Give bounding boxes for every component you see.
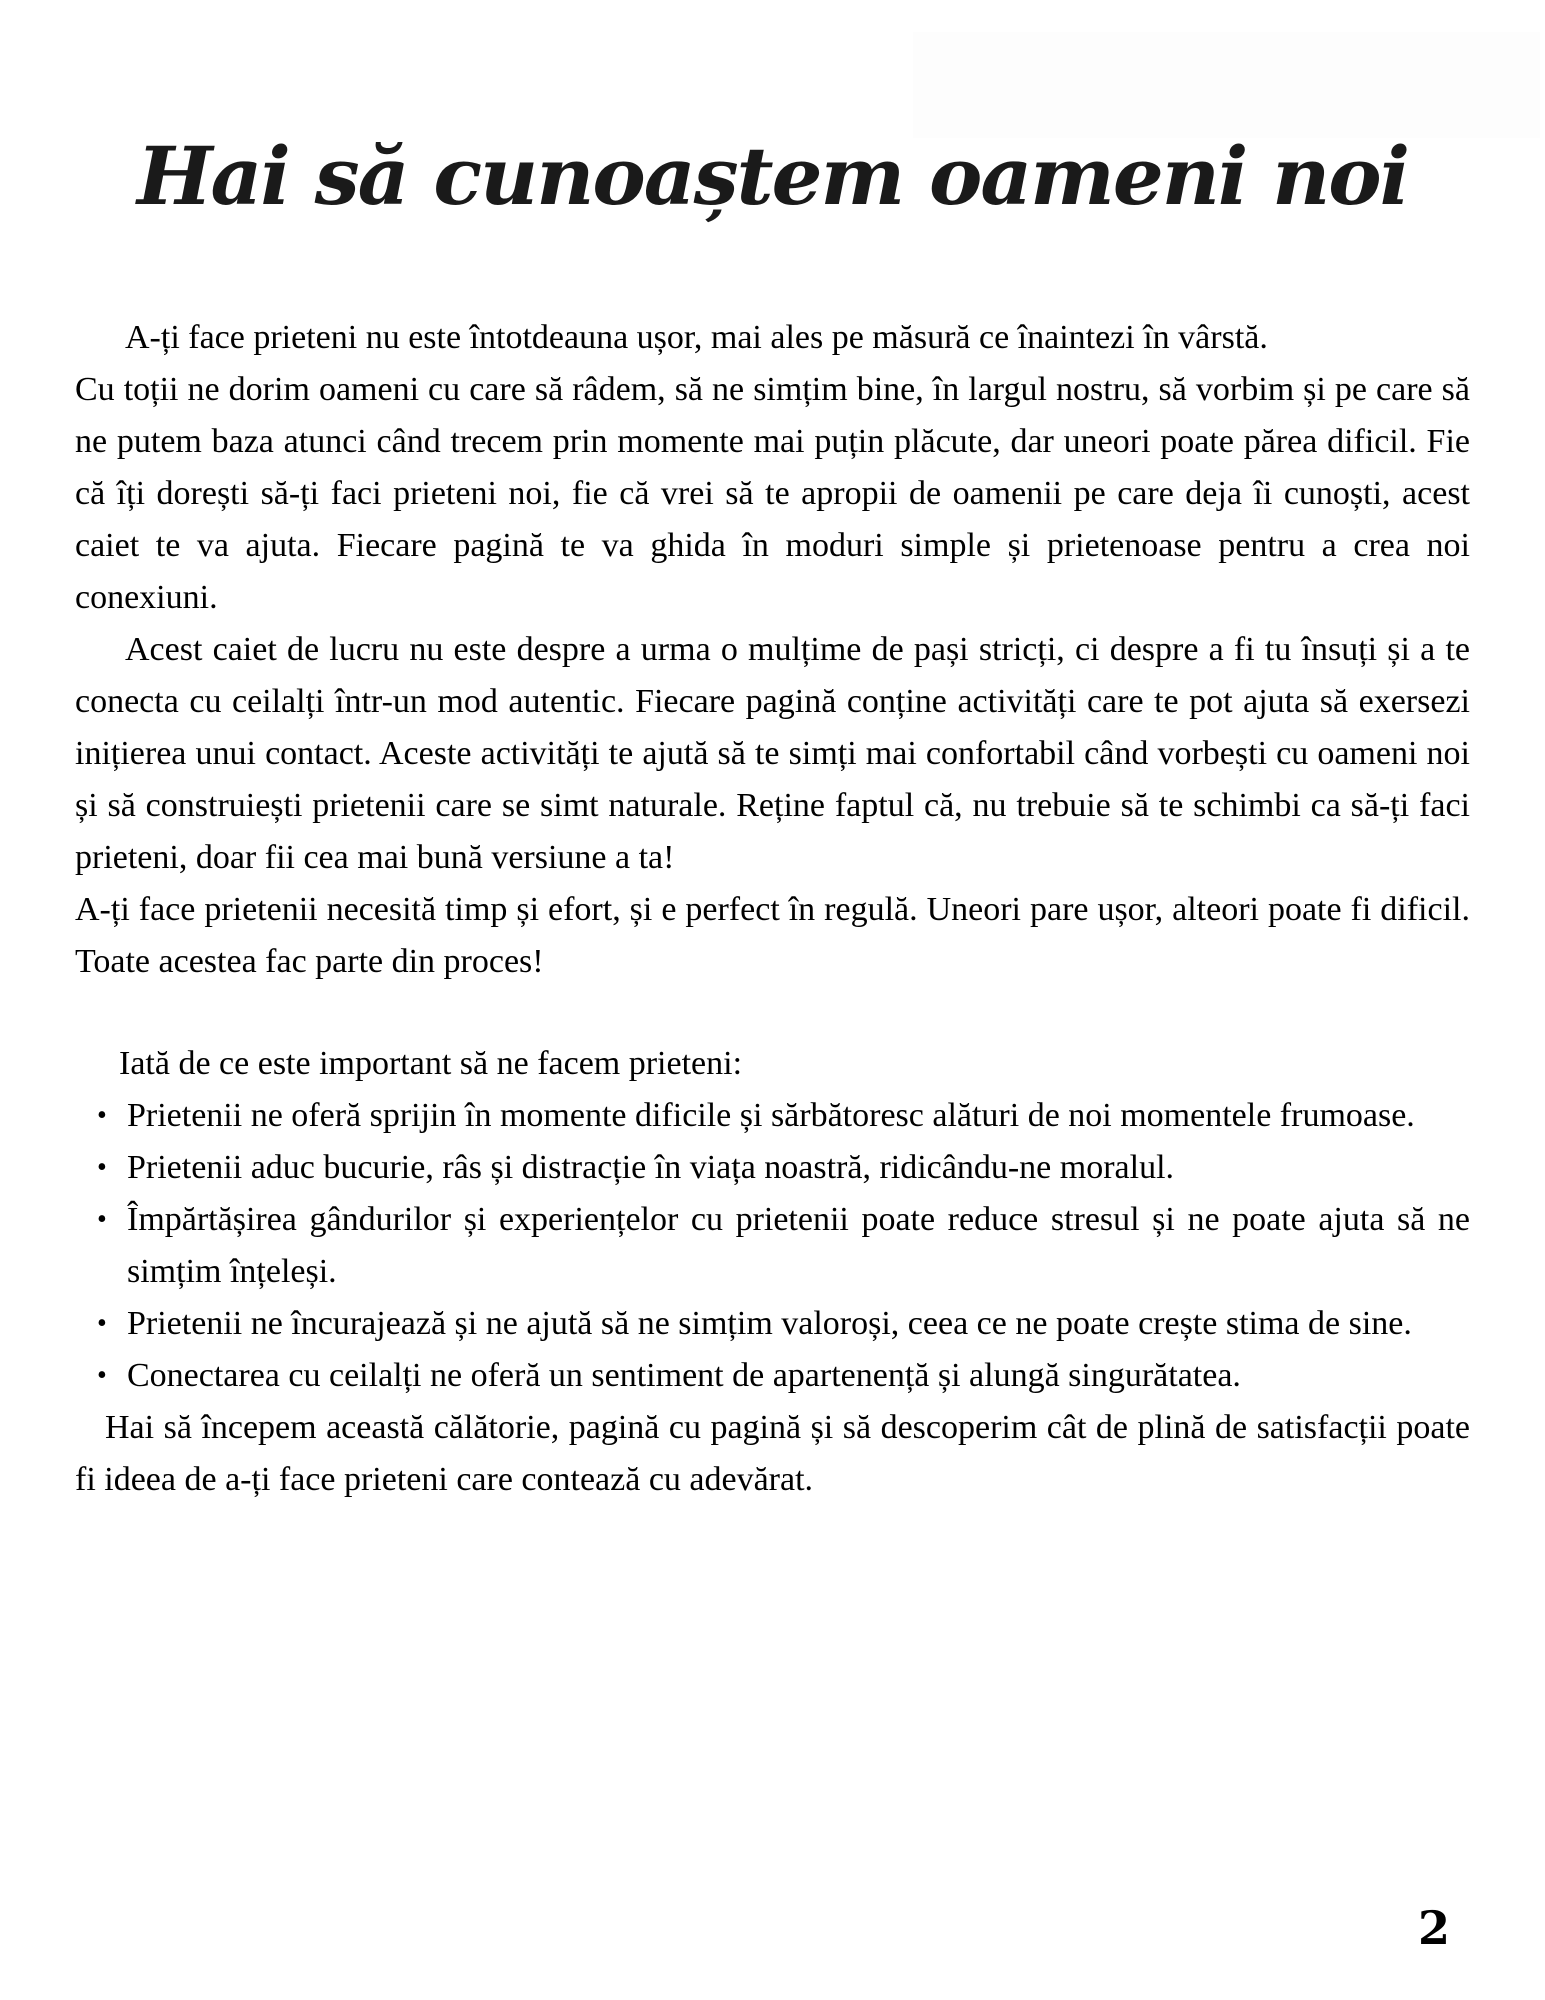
page-title: Hai să cunoaștem oameni noi bbox=[136, 129, 1409, 223]
list-item-joy: • Prietenii aduc bucurie, râs și distracție în viața noastră, ridicându-ne moralul. bbox=[127, 1142, 1470, 1194]
page-number: 2 bbox=[1417, 1901, 1450, 1955]
body-paragraph-4: A-ți face prietenii necesită timp și efort, și e perfect în regulă. Uneori pare ușor, alteori poate fi dificil. Toate acestea fac parte din proces! bbox=[75, 891, 1470, 980]
list-item-encouragement: • Prietenii ne încurajează și ne ajută să ne simțim valoroși, ceea ce ne poate crește stima de sine. bbox=[127, 1298, 1470, 1350]
intro-paragraph: A-ți face prieteni nu este întotdeauna ușor, mai ales pe măsură ce înaintezi în vârstă. bbox=[125, 319, 1268, 356]
body-paragraph-3: Acest caiet de lucru nu este despre a urma o mulțime de pași stricți, ci despre a fi tu însuți și a te conecta cu ceilalți într-un mod autentic. Fiecare pagină conține activități care te pot ajuta să exersezi inițierea unui contact. Aceste activități te ajută să te simți mai confortabil când vorbești cu oameni noi și să construiești prietenii care se simt naturale. Reține faptul că, nu trebuie să te schimbi ca să-ți faci prieteni, doar fii cea mai bună versiune a ta! bbox=[75, 631, 1470, 876]
list-item-support: • Prietenii ne oferă sprijin în momente dificile și sărbătoresc alături de noi momentele frumoase. bbox=[127, 1090, 1470, 1142]
body-paragraph-2: Cu toții ne dorim oameni cu care să râdem, să ne simțim bine, în largul nostru, să vorbim și pe care să ne putem baza atunci când trecem prin momente mai puțin plăcute, dar uneori poate părea dificil. Fie că îți dorești să-ți faci prieteni noi, fie că vrei să te apropii de oamenii pe care deja îi cunoști, acest caiet te va ajuta. Fiecare pagină te va ghida în moduri simple și prietenoase pentru a crea noi conexiuni. bbox=[75, 371, 1470, 616]
list-item-belonging: • Conectarea cu ceilalți ne oferă un sentiment de apartenență și alungă singurătatea. bbox=[127, 1350, 1470, 1402]
list-intro: Iată de ce este important să ne facem prieteni: bbox=[119, 1045, 743, 1082]
watermark-placeholder bbox=[913, 32, 1540, 138]
list-item-sharing: • Împărtășirea gândurilor și experiențelor cu prietenii poate reduce stresul și ne poate ajuta să ne simțim înțeleși. bbox=[127, 1194, 1470, 1298]
benefits-list bbox=[75, 1090, 1470, 1402]
paragraph-spacer bbox=[75, 988, 1470, 1038]
page-content bbox=[75, 312, 1470, 1506]
closing-paragraph: Hai să începem această călătorie, pagină cu pagină și să descoperim cât de plină de satisfacții poate fi ideea de a-ți face prieteni care contează cu adevărat. bbox=[75, 1409, 1470, 1498]
